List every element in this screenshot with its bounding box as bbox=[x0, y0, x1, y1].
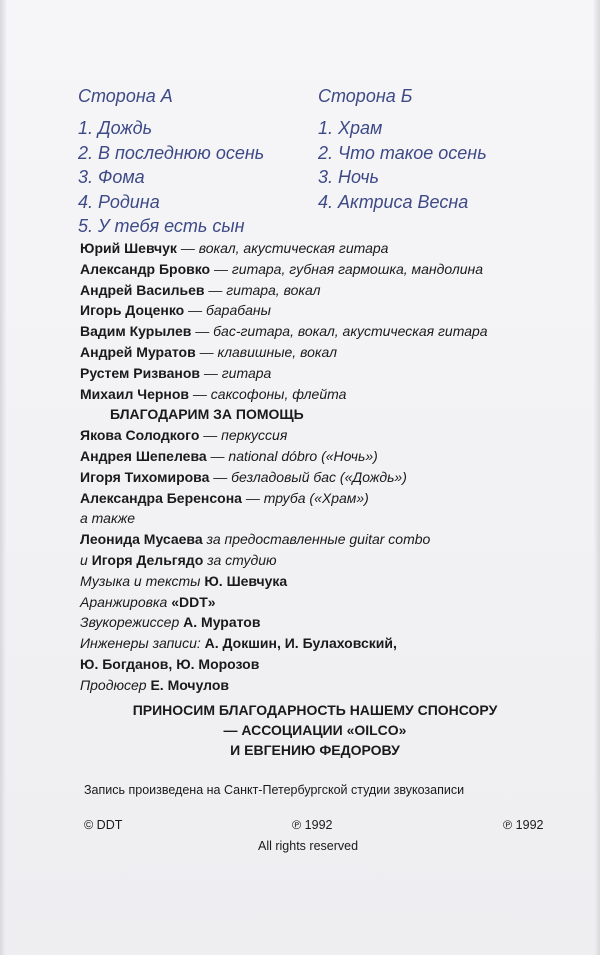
phonogram-right: ℗ 1992 bbox=[503, 818, 544, 832]
thanks-line bbox=[80, 467, 590, 488]
production-line bbox=[80, 675, 590, 696]
track-item: 4. Актриса Весна bbox=[318, 191, 469, 212]
also-line bbox=[80, 550, 590, 571]
also-role: за студию bbox=[203, 551, 277, 568]
also-label: а также bbox=[80, 510, 135, 527]
track-item: 2. В последнюю осень bbox=[78, 142, 265, 163]
production-label: Музыка и тексты bbox=[80, 572, 205, 589]
musician-name: Юрий Шевчук bbox=[80, 240, 177, 256]
copyright-ddt: © DDT bbox=[84, 818, 123, 832]
musician-name: Андрей Муратов bbox=[80, 343, 196, 360]
musician-line bbox=[80, 259, 590, 280]
thanks-name: Якова Солодкого bbox=[80, 427, 200, 444]
thanks-name: Игоря Тихомирова bbox=[80, 468, 210, 485]
thanks-role: — безладовый бас («Дождь») bbox=[209, 468, 407, 485]
thanks-name: Александра Беренсона bbox=[80, 489, 242, 506]
side-a-title: Сторона А bbox=[78, 86, 173, 106]
musician-name: Андрей Васильев bbox=[80, 281, 205, 298]
production-label: Звукорежиссер bbox=[80, 614, 184, 631]
also-name: Игоря Дельгядо bbox=[91, 551, 204, 568]
sponsor-line: — АССОЦИАЦИИ «OILCO» bbox=[223, 722, 407, 738]
production-value: Е. Мочулов bbox=[150, 676, 230, 693]
sponsor-line: И ЕВГЕНИЮ ФЕДОРОВУ bbox=[230, 742, 400, 758]
track-item: 1. Храм bbox=[318, 118, 383, 138]
musician-role: — гитара bbox=[200, 364, 272, 381]
also-role: за предоставленные guitar combo bbox=[202, 531, 431, 548]
studio-note: Запись произведена на Санкт-Петербургской студии звукозаписи bbox=[84, 783, 465, 797]
musician-role: — бас-гитара, вокал, акустическая гитара bbox=[191, 323, 488, 340]
musician-line bbox=[80, 384, 590, 405]
musician-name: Вадим Курылев bbox=[80, 323, 192, 340]
musician-name: Рустем Ризванов bbox=[80, 364, 200, 381]
musician-role: — саксофоны, флейта bbox=[189, 385, 347, 402]
production-line bbox=[80, 633, 590, 654]
also-name: Леонида Мусаева bbox=[80, 531, 203, 548]
production-line bbox=[80, 571, 590, 592]
musician-line bbox=[80, 342, 590, 363]
musician-name: Александр Бровко bbox=[80, 260, 211, 277]
side-a-tracklist bbox=[78, 84, 264, 239]
thanks-role: — труба («Храм») bbox=[241, 489, 369, 506]
side-b-tracklist bbox=[318, 84, 487, 214]
musician-role: — барабаны bbox=[184, 302, 271, 319]
left-edge bbox=[0, 0, 6, 955]
track-item: 3. Фома bbox=[78, 167, 145, 187]
musician-line bbox=[80, 363, 590, 384]
track-item: 2. Что такое осень bbox=[318, 142, 487, 163]
thanks-role: — перкуссия bbox=[199, 427, 288, 444]
production-line bbox=[80, 592, 590, 613]
musician-line bbox=[80, 321, 590, 342]
production-value: Ю. Шевчука bbox=[204, 572, 288, 589]
credits-block bbox=[80, 238, 590, 696]
thanks-heading: БЛАГОДАРИМ ЗА ПОМОЩЬ bbox=[110, 406, 304, 423]
production-value: А. Муратов bbox=[183, 614, 261, 631]
musician-role: — гитара, губная гармошка, мандолина bbox=[210, 260, 483, 277]
thanks-line bbox=[80, 488, 590, 509]
production-label: Аранжировка bbox=[80, 593, 172, 610]
thanks-line bbox=[80, 425, 590, 446]
production-label: Инженеры записи: bbox=[80, 635, 205, 652]
track-item: 3. Ночь bbox=[318, 167, 379, 187]
also-line bbox=[80, 529, 590, 550]
track-item: 1. Дождь bbox=[78, 118, 153, 138]
thanks-role: — national dóbro («Ночь») bbox=[206, 447, 378, 464]
musician-role: — гитара, вокал bbox=[204, 281, 321, 298]
rights-reserved: All rights reserved bbox=[258, 839, 359, 853]
right-edge bbox=[594, 0, 600, 955]
musician-line bbox=[80, 238, 590, 259]
also-prefix: и bbox=[80, 551, 92, 568]
production-line bbox=[80, 654, 590, 675]
thanks-line bbox=[80, 446, 590, 467]
phonogram-center: ℗ 1992 bbox=[292, 818, 333, 832]
production-value: Ю. Богданов, Ю. Морозов bbox=[80, 655, 260, 672]
musician-line bbox=[80, 280, 590, 301]
production-value: «DDT» bbox=[171, 593, 216, 610]
sponsor-line: ПРИНОСИМ БЛАГОДАРНОСТЬ НАШЕМУ СПОНСОРУ bbox=[132, 702, 498, 718]
musician-name: Игорь Доценко bbox=[80, 302, 185, 319]
musician-line bbox=[80, 300, 590, 321]
musician-role: — вокал, акустическая гитара bbox=[176, 240, 389, 256]
side-b-title: Сторона Б bbox=[318, 86, 413, 106]
thanks-name: Андрея Шепелева bbox=[80, 447, 207, 464]
sponsor-thanks bbox=[80, 700, 550, 760]
production-label: Продюсер bbox=[80, 676, 151, 693]
track-item: 4. Родина bbox=[78, 191, 160, 212]
production-value: А. Докшин, И. Булаховский, bbox=[204, 635, 397, 652]
production-line bbox=[80, 612, 590, 633]
track-item: 5. У тебя есть сын bbox=[78, 216, 245, 236]
musician-role: — клавишные, вокал bbox=[195, 343, 337, 360]
musician-name: Михаил Чернов bbox=[80, 385, 190, 402]
